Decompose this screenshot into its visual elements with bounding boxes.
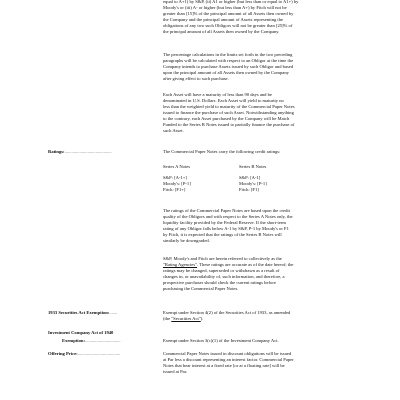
percentage-calculations-paragraph xyxy=(163,52,349,82)
para-line: quality of the Obligors and with respect to the Series A Notes only, the xyxy=(163,213,293,219)
para-line: obligations of any two such Obligors will not be greater than [25]% of xyxy=(163,22,293,28)
para-line: Funded to the Series B Notes issued to partially finance the purchase of xyxy=(163,121,295,127)
para-line: upon the principal amount of all Assets then owned by the Company xyxy=(163,69,289,75)
para-line: Exempt under Section 3(c)(1) of the Investment Company Act. xyxy=(163,338,279,343)
series-b-rating: Fitch: [F1] xyxy=(239,186,259,192)
para-line: greater than [15]% of the principal amount of all Assets then owned by xyxy=(163,10,294,16)
para-line: "Rating Agencies". These ratings are accurate as of the date hereof; the xyxy=(163,261,294,267)
rating-agencies-term: "Rating Agencies" xyxy=(163,261,197,267)
para-line: changes in, or unavailability of, such information, and therefore, a xyxy=(163,273,285,279)
series-b-header: Series B Notes xyxy=(239,164,267,169)
para-line: denominated in U.S. Dollars. Each Asset will yield to maturity no xyxy=(163,97,284,103)
para-line: The percentage calculations in the limits set forth in the two preceding xyxy=(163,52,293,57)
series-b-rating: S&P: [A-1] xyxy=(239,174,261,180)
para-line: such Asset. xyxy=(163,127,184,133)
para-line: Notes that bear interest at a fixed rate [or at a floating rate] will be xyxy=(163,362,285,368)
para-line: at Par less a discount representing an interest factor. Commercial Paper xyxy=(163,356,294,362)
para-line: the Company and the principal amount of Assets representing the xyxy=(163,16,284,22)
para-line: prospective purchaser should check the current ratings before xyxy=(163,279,276,285)
securities-act-text xyxy=(163,310,349,322)
para-line: issued at Par. xyxy=(163,368,188,374)
para-line: issued to finance the purchase of such Asset. Notwithstanding anything xyxy=(163,109,294,115)
para-line: rating of any Obligor falls below A-1 by S&P, P-1 by Moody's or F1 xyxy=(163,225,289,231)
para-line: ratings may be changed, superseded or withdrawn as a result of xyxy=(163,267,280,273)
ratings-intro xyxy=(163,149,349,155)
ratings-label: Ratings:......................................... xyxy=(48,149,112,154)
para-line: The ratings of the Commercial Paper Notes are based upon the credit xyxy=(163,208,290,213)
ratings-table xyxy=(163,164,349,193)
series-a-rating: Fitch: [F1+] xyxy=(163,186,186,192)
offering-price-label: Offering Price:..................................... xyxy=(48,351,121,356)
para-line: after giving effect to such purchase. xyxy=(163,75,229,81)
para-line: to the contrary, each Asset purchased by the Company will be Match xyxy=(163,115,290,121)
para-line: purchasing the Commercial Paper Notes. xyxy=(163,285,239,291)
concentration-limits-paragraph xyxy=(163,0,349,35)
para-line: Exempt under Section 4(2) of the Securities Act of 1933, as amended xyxy=(163,310,291,315)
rating-agencies-paragraph xyxy=(163,256,349,292)
para-line: (the "Securities Act"). xyxy=(163,315,204,321)
investment-company-act-label: Investment Company Act of 1940 xyxy=(48,330,114,335)
series-b-rating: Moody's: [P-1] xyxy=(239,180,267,186)
investment-company-act-text xyxy=(163,338,349,344)
para-line: The Commercial Paper Notes carry the following credit ratings: xyxy=(163,149,281,154)
securities-act-label: 1933 Securities Act Exemption:....... xyxy=(48,310,118,315)
para-line: S&P, Moody's and Fitch are herein referred to collectively as the xyxy=(163,256,282,261)
para-line: Each Asset will have a maturity of less than 90 days and be xyxy=(163,92,272,97)
series-a-rating: Moody's: [P-1] xyxy=(163,180,191,186)
asset-maturity-paragraph xyxy=(163,92,349,134)
para-line: paragraphs will be calculated with respect to an Obligor at the time the xyxy=(163,57,294,63)
rating-row-fitch xyxy=(163,187,349,193)
para-line: less than the weighted yield to maturity of the Commercial Paper Notes xyxy=(163,103,295,109)
para-line: by Fitch, it is expected that the ratings of the Series B Notes will xyxy=(163,231,282,237)
series-a-rating: S&P: [A-1+] xyxy=(163,174,187,180)
para-line: the principal amount of all Assets then owned by the Company. xyxy=(163,28,280,34)
series-a-header: Series A Notes xyxy=(163,164,191,169)
ratings-basis-paragraph xyxy=(163,208,349,244)
para-line: liquidity facility provided by the Federal Reserve. If the short-term xyxy=(163,219,286,225)
para-line: Moody's or (iii) A- or higher (but less than A+) by Fitch will not be xyxy=(163,4,287,10)
para-line: Company intends to purchase Assets issued by such Obligor and based xyxy=(163,63,294,69)
securities-act-term: "Securities Act" xyxy=(171,315,201,321)
para-line: Commercial Paper Notes issued in discount obligations will be issued xyxy=(163,351,292,356)
investment-company-act-label-2: Exemption:............................... xyxy=(62,338,121,343)
offering-price-text xyxy=(163,351,349,375)
para-line: similarly be downgraded. xyxy=(163,237,210,243)
para-line: equal to A+1) by S&P, (ii) A1 or higher (but less than or equal to A1+) by xyxy=(163,0,299,4)
